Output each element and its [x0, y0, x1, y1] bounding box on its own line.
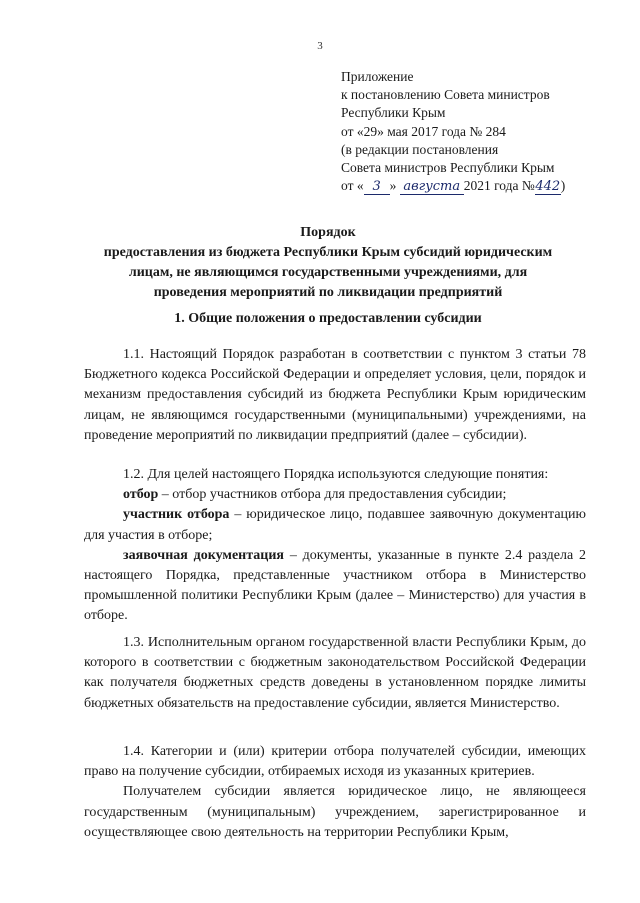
definition-item	[84, 485, 586, 505]
definition-text: – юридическое лицо, подавшее заявочную документацию для участия в отборе;	[84, 507, 586, 543]
definition-term: отбор	[123, 487, 159, 503]
handwritten-month: августа	[400, 180, 464, 195]
appendix-line: Республики Крым	[341, 105, 446, 121]
paragraph-1-4	[84, 742, 586, 843]
definition-term: участник отбора	[123, 507, 230, 523]
title-line: проведения мероприятий по ликвидации предприятий	[153, 285, 503, 300]
definition-text: – отбор участников отбора для предоставления субсидии;	[158, 487, 507, 503]
appendix-line: (в редакции постановления	[341, 141, 499, 157]
title-line: Порядок	[300, 225, 356, 240]
appendix-line: Совета министров Республики Крым	[341, 160, 555, 176]
title-line: предоставления из бюджета Республики Крым субсидий юридическим	[103, 245, 553, 260]
definition-item	[84, 505, 586, 545]
document-title	[58, 223, 598, 303]
handwritten-number: 442	[535, 179, 561, 195]
date-year: 2021 года №	[463, 178, 535, 194]
title-line: лицам, не являющимся государственными учреждениями, для	[128, 265, 528, 280]
paragraph-text: 1.1. Настоящий Порядок разработан в соответствии с пунктом 3 статьи 78 Бюджетного кодекса Российской Федерации и определяет условия, цели, порядок и механизм предоставления субсидий из бюджета Республики Крым юридическим лицам, не являющимся государственными (муниципальными) учреждениями, на проведение мероприятий по ликвидации предприятий (далее – субсидии).	[84, 347, 586, 443]
date-mid: »	[389, 178, 397, 194]
page-number: 3	[317, 40, 323, 52]
definition-text: – документы, указанные в пункте 2.4 раздела 2 настоящего Порядка, представленные участником отбора в Министерство промышленной политики Республики Крым (далее – Министерство) для участия в отборе.	[84, 547, 586, 624]
paragraph-1-1	[84, 345, 586, 446]
date-prefix: от «	[341, 178, 364, 194]
appendix-line: Приложение	[341, 69, 414, 84]
paragraph-text: 1.2. Для целей настоящего Порядка используются следующие понятия:	[123, 467, 549, 482]
paragraph-text: 1.4. Категории и (или) критерии отбора получателей субсидии, имеющих право на получение субсидии, отбираемых исходя из указанных критериев.	[84, 744, 586, 780]
paragraph-1-2	[84, 465, 586, 627]
definition-term: заявочная документация	[123, 547, 285, 563]
paragraph-1-3	[84, 633, 586, 714]
paragraph-text: 1.3. Исполнительным органом государственной власти Республики Крым, до которого в соответствии с бюджетным законодательством Российской Федерации как получателя бюджетных средств доведены в установленном порядке лимиты бюджетных обязательств на предоставление субсидии, является Министерство.	[84, 635, 586, 711]
paragraph-text: Получателем субсидии является юридическое лицо, не являющееся государственным (муниципальным) учреждением, зарегистрированное и осуществляющее свою деятельность на территории Республики Крым,	[84, 784, 586, 840]
handwritten-day: 3	[364, 180, 390, 195]
appendix-line: к постановлению Совета министров	[341, 87, 550, 103]
appendix-line-date	[341, 177, 633, 195]
date-suffix: )	[560, 178, 566, 194]
appendix-header	[341, 68, 633, 195]
definition-item	[84, 546, 586, 627]
appendix-line: от «29» мая 2017 года № 284	[341, 123, 506, 139]
section-heading: 1. Общие положения о предоставлении субсидии	[174, 311, 482, 326]
